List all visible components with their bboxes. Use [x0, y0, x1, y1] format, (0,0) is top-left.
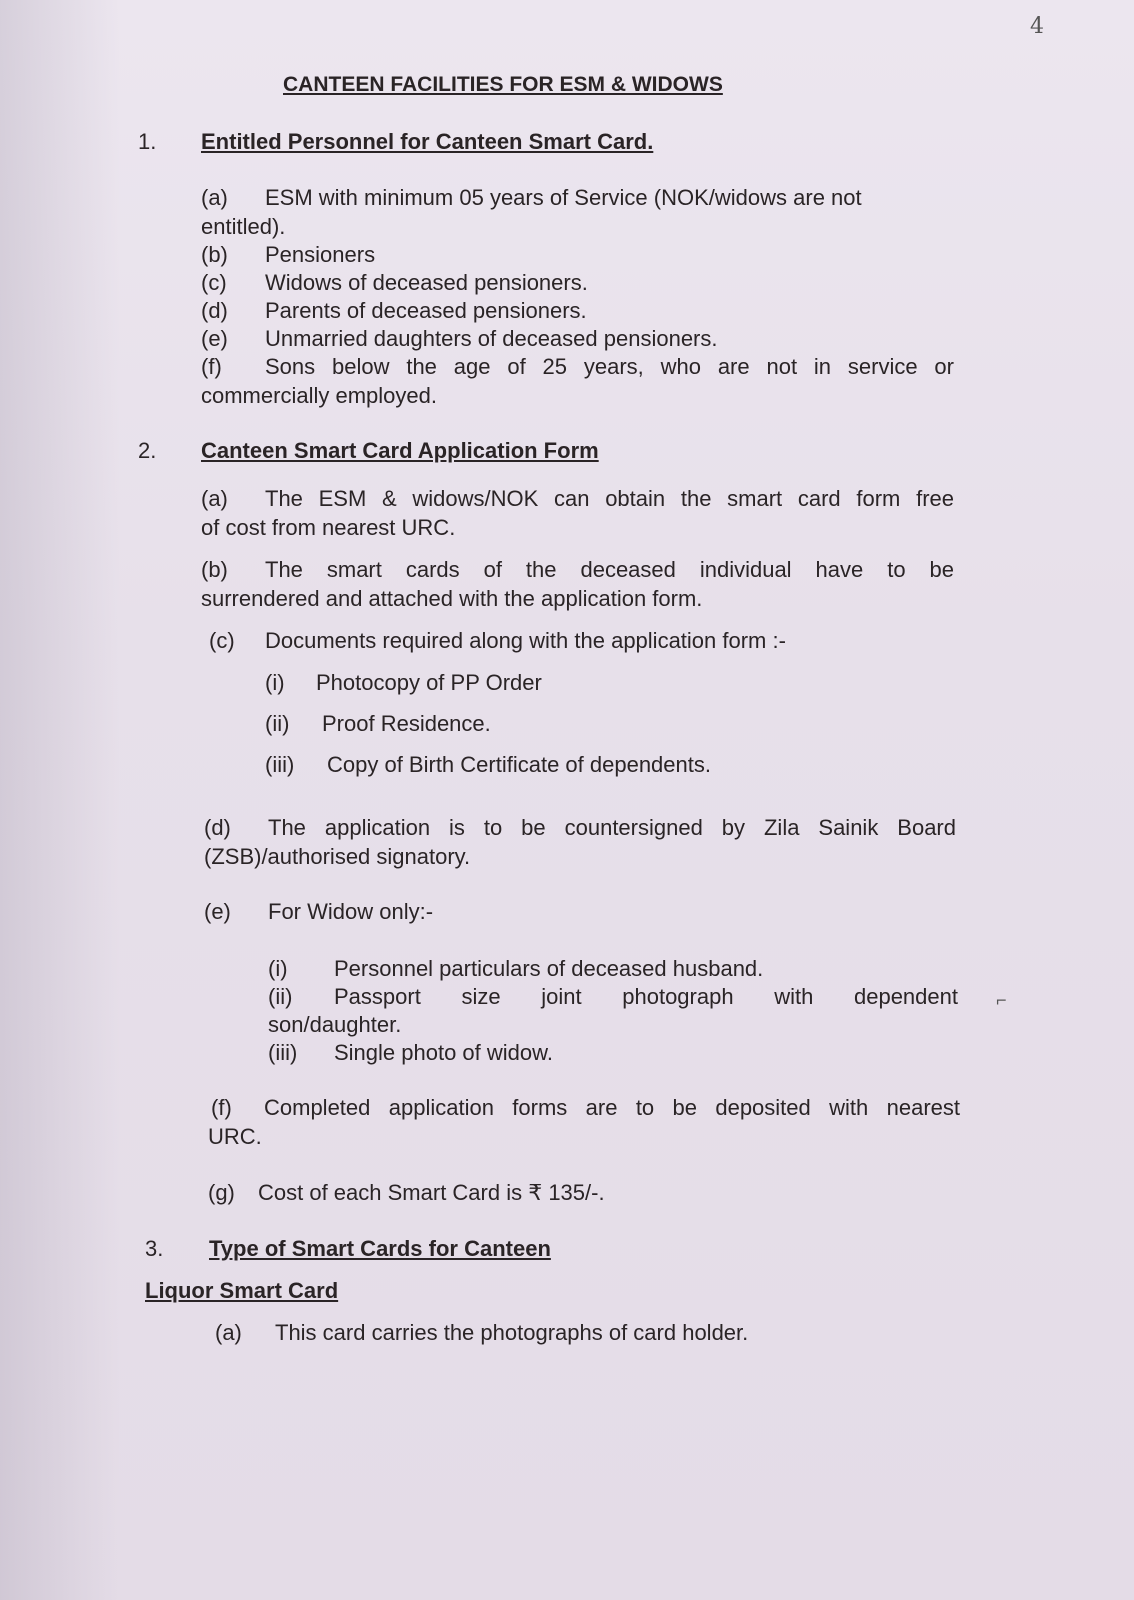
s2-e-ii-label: (ii): [268, 984, 293, 1009]
s2-f-label: (f): [211, 1095, 232, 1120]
s1-a-line2: entitled).: [201, 214, 286, 239]
s2-e-text: For Widow only:-: [268, 899, 434, 924]
s2-a-label: (a): [201, 486, 228, 511]
margin-mark: ⌐: [996, 990, 1007, 1010]
s2-c-ii-text: Proof Residence.: [322, 711, 491, 736]
s2-c-label: (c): [209, 628, 235, 653]
s2-e-ii-line2: son/daughter.: [268, 1012, 402, 1037]
s2-b-label: (b): [201, 557, 228, 582]
s2-e-iii-text: Single photo of widow.: [334, 1040, 553, 1065]
s2-e-i-label: (i): [268, 956, 288, 981]
s2-e-label: (e): [204, 899, 231, 924]
s2-c-iii-text: Copy of Birth Certificate of dependents.: [327, 752, 711, 777]
s2-c-ii-label: (ii): [265, 711, 290, 736]
s2-a-line2: of cost from nearest URC.: [201, 515, 456, 540]
section-2-heading: Canteen Smart Card Application Form: [201, 438, 599, 463]
s1-a-line1: ESM with minimum 05 years of Service (NOK/widows are not: [265, 185, 862, 210]
section-3-number: 3.: [145, 1236, 164, 1261]
s3-a-text: This card carries the photographs of card holder.: [275, 1320, 749, 1345]
s2-d-line1: The application is to be countersigned by Zila Sainik Board: [268, 815, 956, 840]
s1-c-text: Widows of deceased pensioners.: [265, 270, 588, 295]
section-1-number: 1.: [138, 129, 157, 154]
s2-c-i-text: Photocopy of PP Order: [316, 670, 542, 695]
s3-a-label: (a): [215, 1320, 242, 1345]
page-title: CANTEEN FACILITIES FOR ESM & WIDOWS: [283, 73, 723, 96]
s1-f-line1: Sons below the age of 25 years, who are not in service or: [265, 354, 954, 379]
s1-d-label: (d): [201, 298, 228, 323]
s2-c-iii-label: (iii): [265, 752, 295, 777]
s2-c-text: Documents required along with the application form :-: [265, 628, 786, 653]
s2-g-label: (g): [208, 1180, 235, 1205]
s2-f-line2: URC.: [208, 1124, 262, 1149]
s2-a-line1: The ESM & widows/NOK can obtain the smart card form free: [265, 486, 954, 511]
section-1-heading: Entitled Personnel for Canteen Smart Card.: [201, 129, 654, 154]
s2-g-text: Cost of each Smart Card is ₹ 135/-.: [258, 1180, 605, 1205]
s1-c-label: (c): [201, 270, 227, 295]
s2-d-line2: (ZSB)/authorised signatory.: [204, 844, 471, 869]
s1-d-text: Parents of deceased pensioners.: [265, 298, 587, 323]
s1-a-label: (a): [201, 185, 228, 210]
s2-e-i-text: Personnel particulars of deceased husband.: [334, 956, 764, 981]
s2-b-line1: The smart cards of the deceased individual have to be: [265, 557, 954, 582]
s2-c-i-label: (i): [265, 670, 285, 695]
page-number: 4: [1030, 14, 1044, 39]
s1-f-line2: commercially employed.: [201, 383, 437, 408]
section-2-number: 2.: [138, 438, 157, 463]
section-3-heading: Type of Smart Cards for Canteen: [209, 1236, 551, 1261]
s1-e-label: (e): [201, 326, 228, 351]
s2-e-iii-label: (iii): [268, 1040, 298, 1065]
s1-b-label: (b): [201, 242, 228, 267]
s1-e-text: Unmarried daughters of deceased pensioners.: [265, 326, 718, 351]
s2-f-line1: Completed application forms are to be deposited with nearest: [264, 1095, 960, 1120]
s1-b-text: Pensioners: [265, 242, 376, 267]
s2-d-label: (d): [204, 815, 231, 840]
s2-e-ii-line1: Passport size joint photograph with dependent: [334, 984, 958, 1009]
s2-b-line2: surrendered and attached with the application form.: [201, 586, 703, 611]
section-3-subheading: Liquor Smart Card: [145, 1278, 339, 1303]
s1-f-label: (f): [201, 354, 222, 379]
